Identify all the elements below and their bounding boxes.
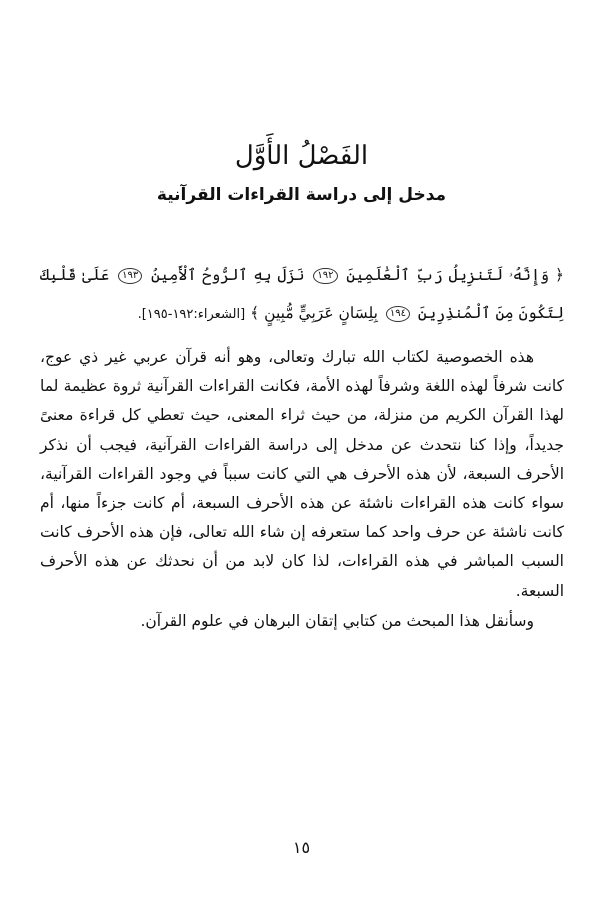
body-text — [40, 343, 564, 636]
verse-open-bracket: ﴿ — [554, 266, 564, 284]
section-title: مدخل إلى دراسة القراءات القرآنية — [156, 185, 447, 205]
ayah-number-194: ١٩٤ — [386, 306, 410, 322]
ayah-number-193: ١٩٣ — [118, 268, 142, 284]
verse-text-part-3: عَلَىٰ قَلْبِكَ لِتَكُونَ مِنَ ٱلْمُنذِرِينَ — [40, 266, 564, 322]
chapter-title: الفَصْلُ الأَوَّل — [234, 141, 369, 171]
page-number: ١٥ — [292, 838, 311, 857]
paragraph: هذه الخصوصية لكتاب الله تبارك وتعالى، وهو أنه قرآن عربي غير ذي عوج، كانت شرفاً لهذه اللغة وشرفاً لهذه الأمة، فكانت القراءات القرآنية ثروة عظيمة لما لهذا القرآن الكريم من منزلة، من حيث ثراء المعنى، حيث تعطي كل قراءة معنىً جديداً، وإذا كنا نتحدث عن مدخل إلى دراسة القراءات القرآنية، فيجب أن نذكر الأحرف السبعة، لأن هذه الأحرف هي التي كانت سبباً في وجود القراءات القرآنية، سواء كانت هذه القراءات ناشئة عن هذه الأحرف السبعة، أم كانت جزءاً منها، أم كانت ناشئة عن حرف واحد كما ستعرفه إن شاء الله تعالى، فإن هذه الأحرف كانت السبب المباشر في هذه القراءات، لذا كان لابد من أن نحدثك عن هذه الأحرف السبعة. — [40, 348, 564, 600]
verse-text-part-4: بِلِسَانٍ عَرَبِيٍّ مُّبِينٍ — [264, 304, 378, 322]
verse-text-part-2: نَزَلَ بِهِ ٱلرُّوحُ ٱلْأَمِينُ — [151, 266, 305, 284]
ayah-number-192: ١٩٢ — [313, 268, 337, 284]
verse-text-part-1: وَإِنَّهُۥ لَتَنزِيلُ رَبِّ ٱلْعَٰلَمِينَ — [346, 266, 550, 284]
verse-citation: [الشعراء:١٩٢-١٩٥]. — [137, 307, 246, 322]
quran-verse — [40, 256, 564, 334]
verse-close-bracket: ﴾ — [250, 304, 260, 322]
paragraph: وسأنقل هذا المبحث من كتابي إتقان البرهان في علوم القرآن. — [140, 611, 534, 630]
